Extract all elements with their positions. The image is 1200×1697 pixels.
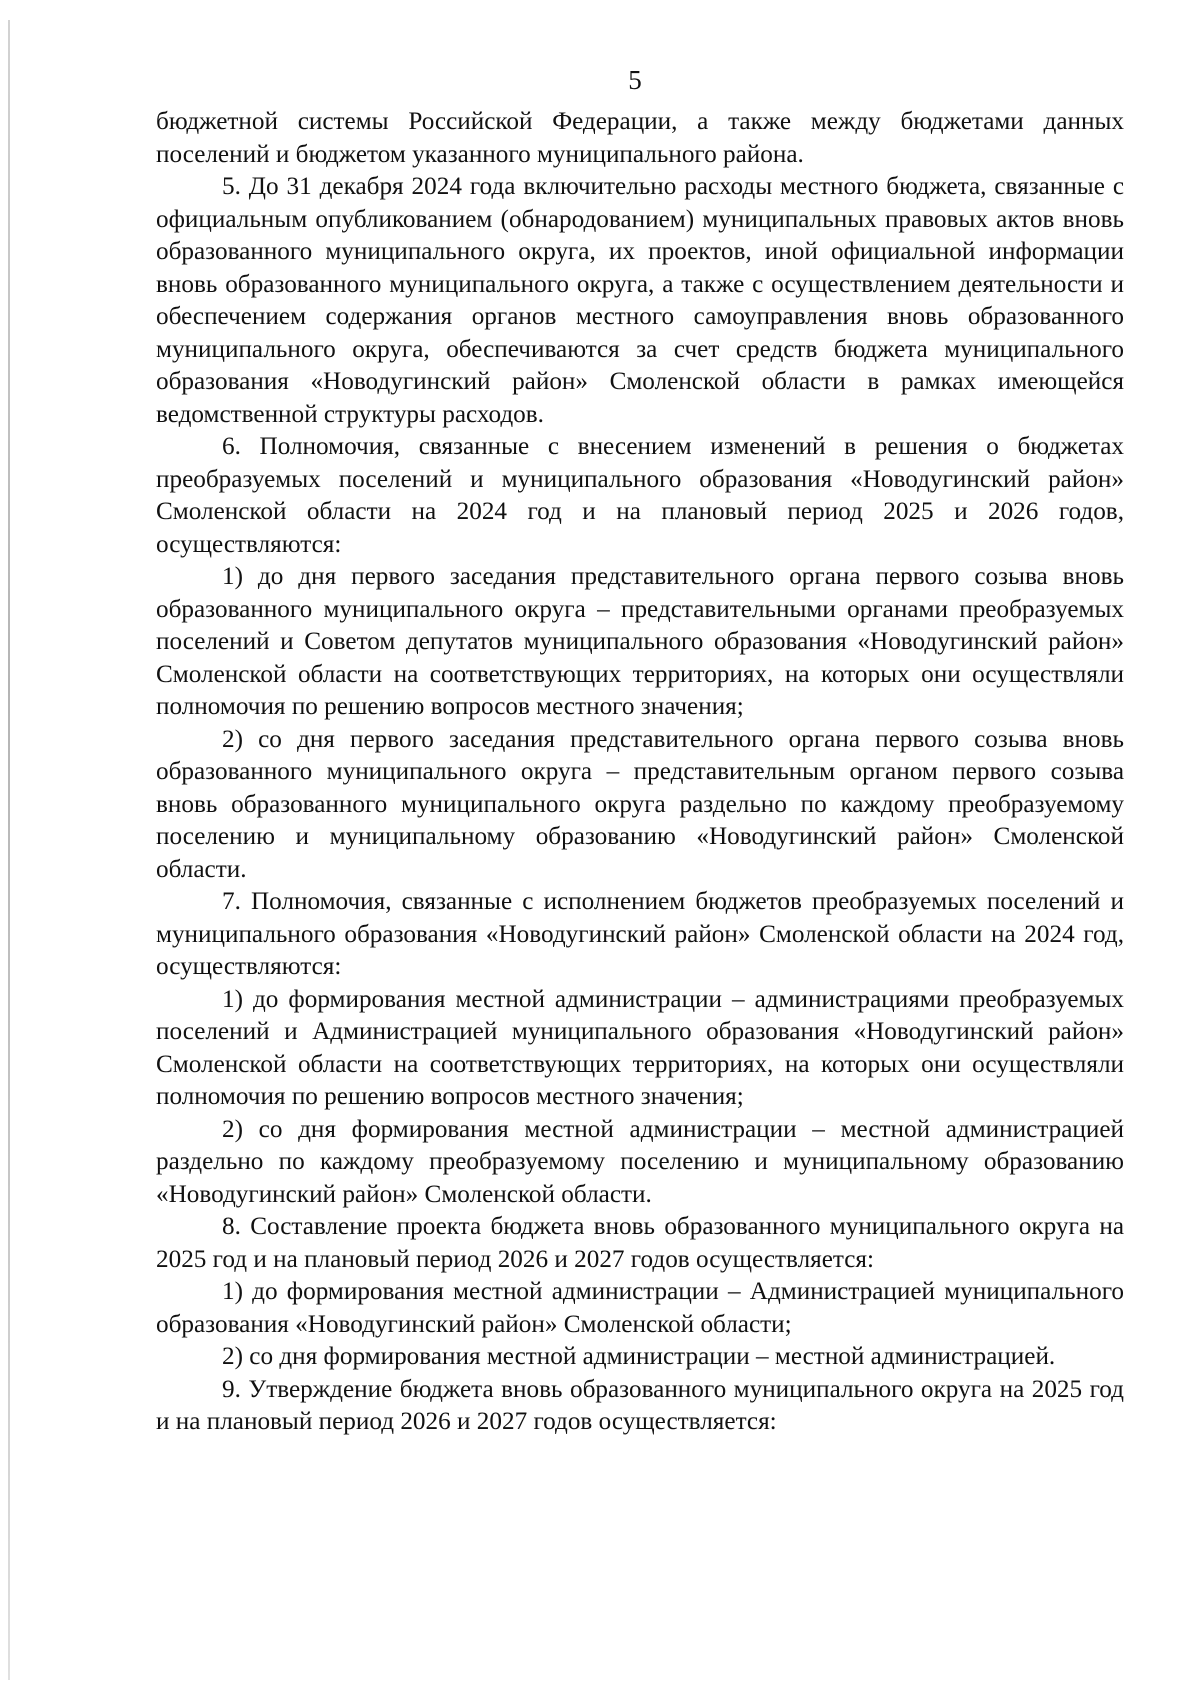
paragraph-item-7-2: 2) со дня формирования местной администрации – местной администрацией раздельно по каждому преобразуемому поселению и муниципальному образованию «Новодугинский район» Смоленской области.: [156, 1115, 1124, 1208]
page-number: 5: [628, 65, 642, 95]
paragraph-item-5: 5. До 31 декабря 2024 года включительно расходы местного бюджета, связанные с официальным опубликованием (обнародованием) муниципальных правовых актов вновь образованного муниципального округа, их проектов, иной официальной информации вновь образованного муниципального округа, а также с осуществлением деятельности и обеспечением содержания органов местного самоуправления вновь образованного муниципального округа, обеспечиваются за счет средств бюджета муниципального образования «Новодугинский район» Смоленской области в рамках имеющейся ведомственной структуры расходов.: [156, 173, 1124, 428]
paragraph-item-6-1: 1) до дня первого заседания представительного органа первого созыва вновь образованного муниципального округа – представительными органами преобразуемых поселений и Советом депутатов муниципального образования «Новодугинский район» Смоленской области на соответствующих территориях, на которых они осуществляли полномочия по решению вопросов местного значения;: [156, 563, 1124, 720]
paragraph-continuation: бюджетной системы Российской Федерации, а также между бюджетами данных поселений и бюджетом указанного муниципального района.: [156, 108, 1124, 168]
paragraph-item-6: 6. Полномочия, связанные с внесением изменений в решения о бюджетах преобразуемых поселений и муниципального образования «Новодугинский район» Смоленской области на 2024 год и на плановый период 2025 и 2026 годов, осуществляются:: [156, 433, 1124, 558]
paragraph-item-8: 8. Составление проекта бюджета вновь образованного муниципального округа на 2025 год и на плановый период 2026 и 2027 годов осуществляется:: [156, 1213, 1124, 1273]
paragraph-item-7-1: 1) до формирования местной администрации – администрациями преобразуемых поселений и Администрацией муниципального образования «Новодугинский район» Смоленской области на соответствующих территориях, на которых они осуществляли полномочия по решению вопросов местного значения;: [156, 985, 1124, 1110]
paragraph-item-8-1: 1) до формирования местной администрации – Администрацией муниципального образования «Новодугинский район» Смоленской области;: [156, 1278, 1124, 1338]
paragraph-item-8-2: 2) со дня формирования местной администрации – местной администрацией.: [222, 1343, 1056, 1370]
paragraph-item-7: 7. Полномочия, связанные с исполнением бюджетов преобразуемых поселений и муниципального образования «Новодугинский район» Смоленской области на 2024 год, осуществляются:: [156, 888, 1124, 980]
document-body: [156, 106, 1124, 1439]
paragraph-item-9: 9. Утверждение бюджета вновь образованного муниципального округа на 2025 год и на плановый период 2026 и 2027 годов осуществляется:: [156, 1375, 1124, 1435]
scan-edge-line: [8, 20, 10, 1680]
paragraph-item-6-2: 2) со дня первого заседания представительного органа первого созыва вновь образованного муниципального округа – представительным органом первого созыва вновь образованного муниципального округа раздельно по каждому преобразуемому поселению и муниципальному образованию «Новодугинский район» Смоленской области.: [156, 725, 1124, 883]
